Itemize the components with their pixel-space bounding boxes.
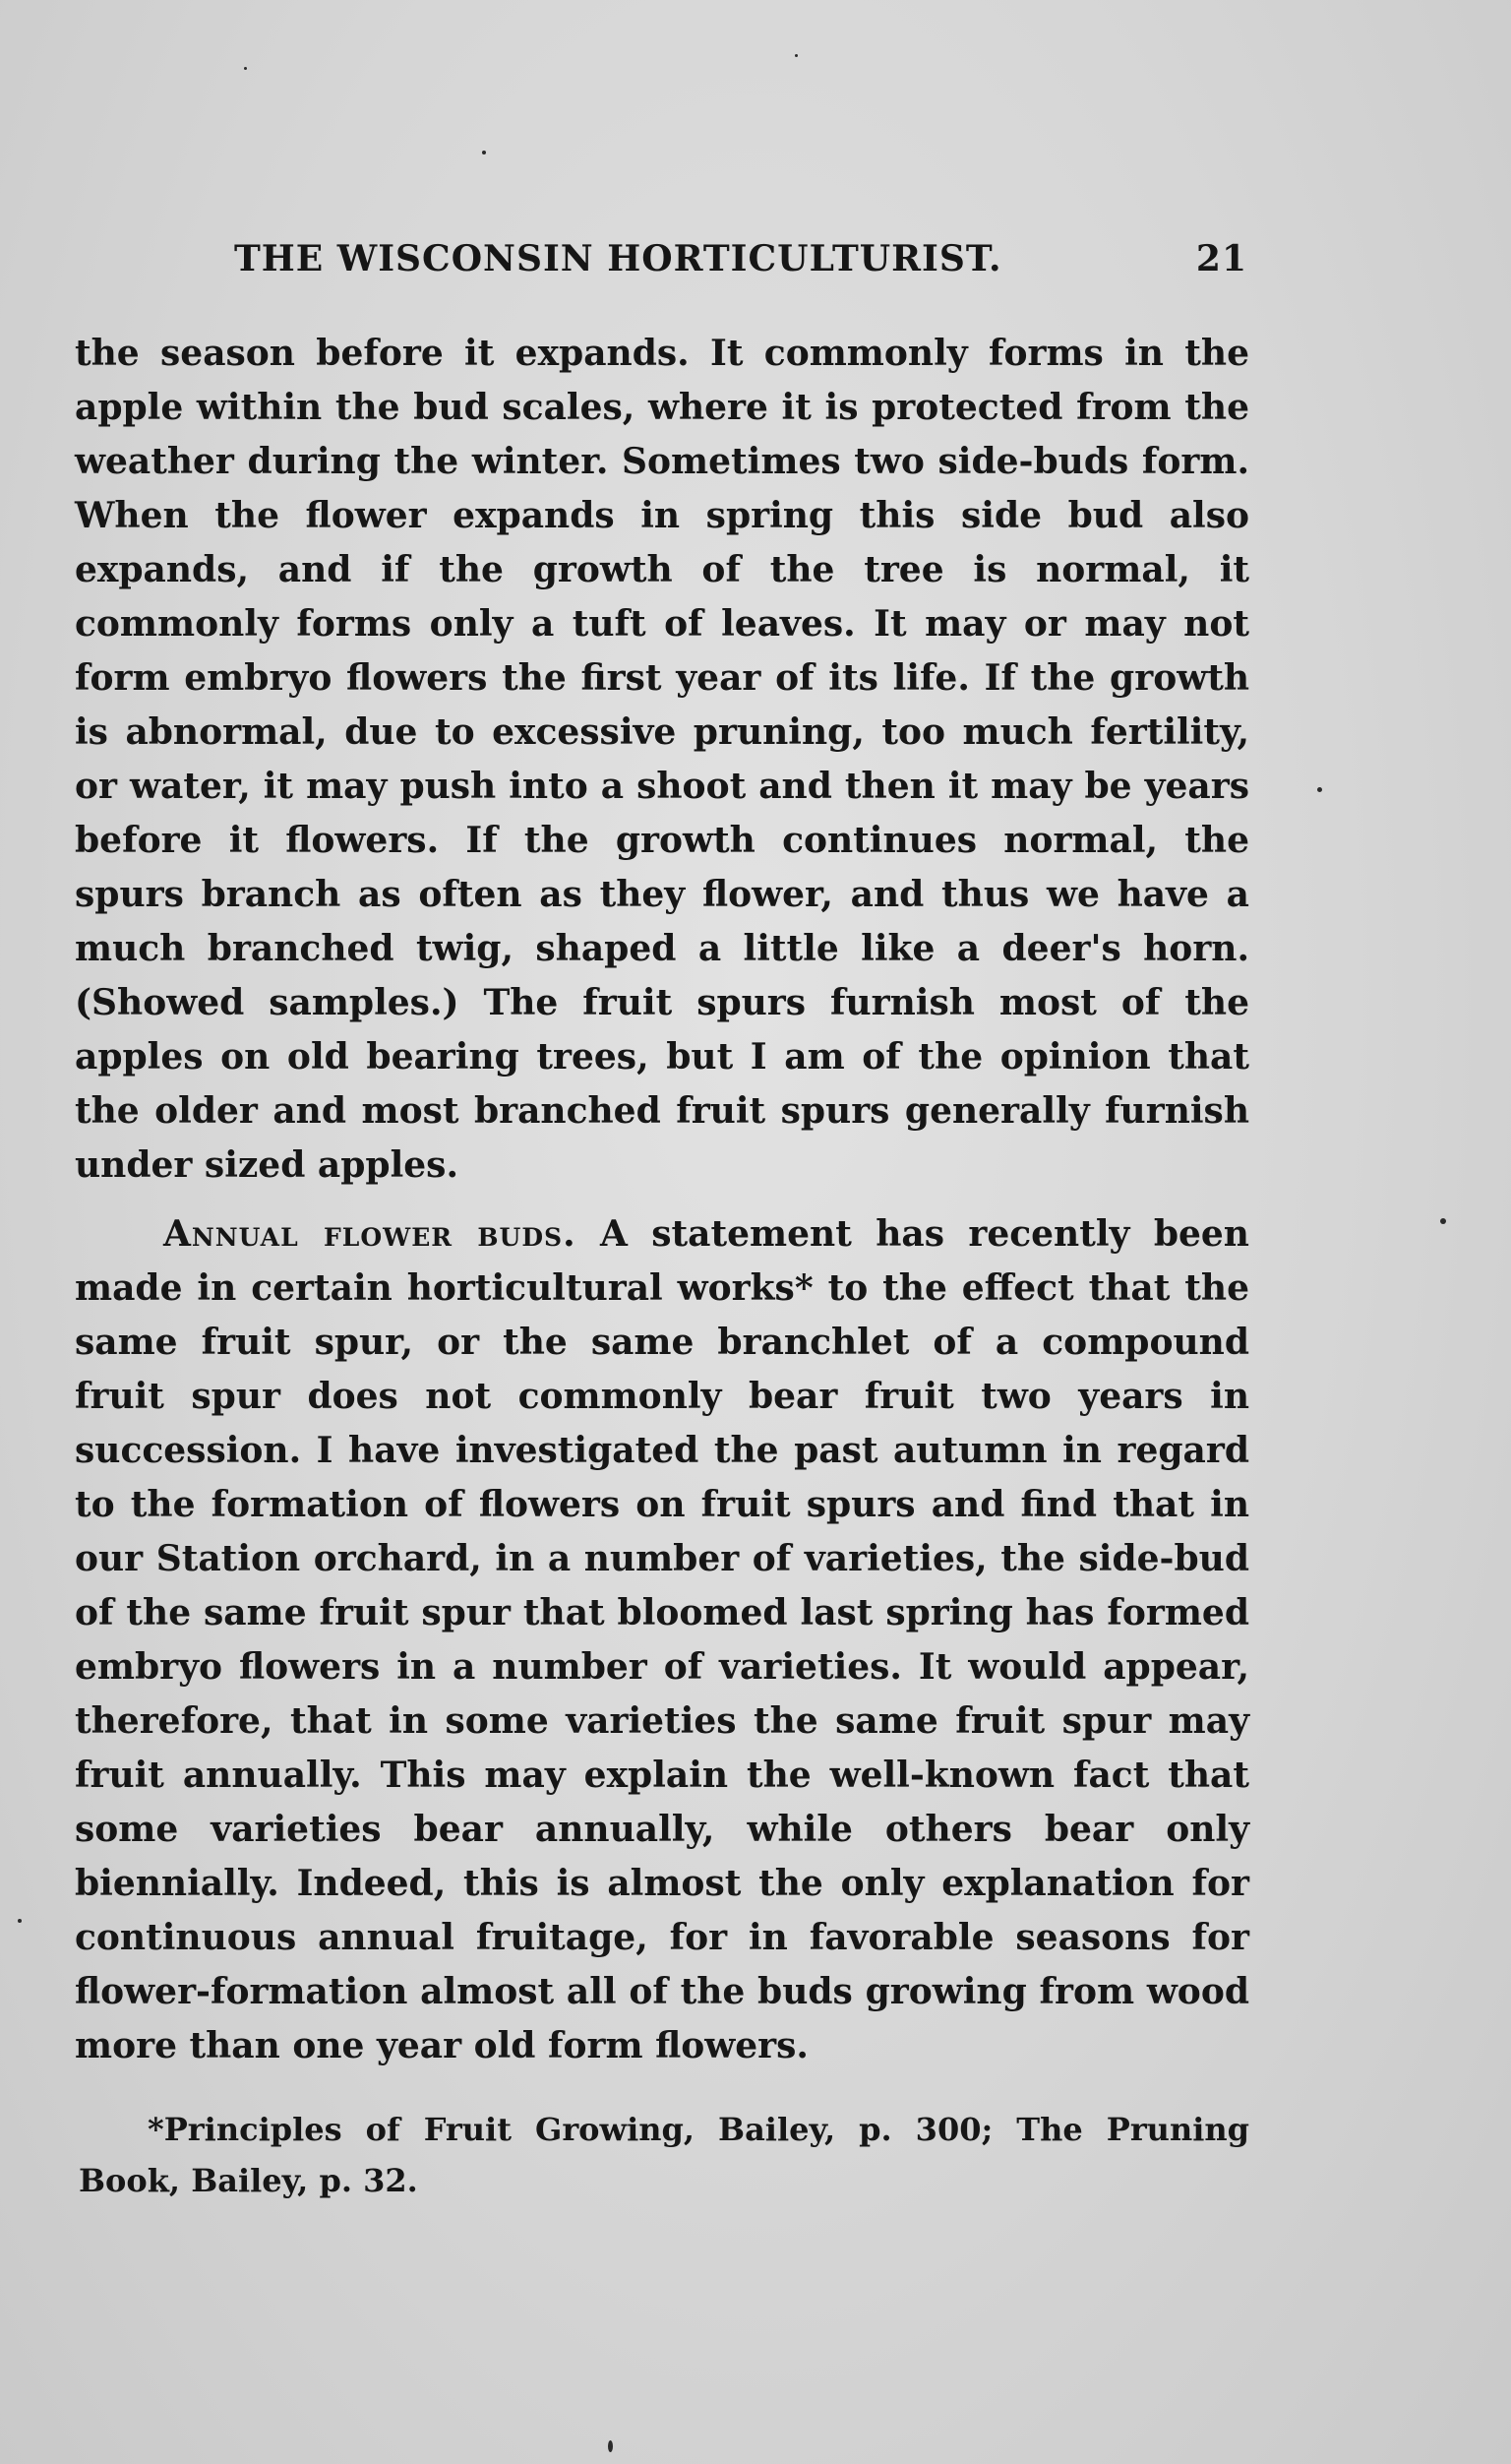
body-text — [75, 327, 1249, 2073]
header-title: THE WISCONSIN HORTICULTURIST. — [234, 238, 1002, 279]
scan-speck — [1317, 787, 1322, 792]
running-header — [234, 238, 1247, 297]
scan-speck — [608, 2440, 613, 2452]
scan-speck — [1440, 1218, 1446, 1224]
paragraph-2 — [75, 1207, 1249, 2073]
paragraph-1: the season before it expands. It commonly forms in the apple within the bud scales, where it is protected from the weather during the winter. Sometimes two side-buds form. When the flower expands in spring this side bud also expands, and if the growth of the tree is normal, it commonly forms only a tuft of leaves. It may or may not form embryo flowers the first year of its life. If the growth is abnormal, due to excessive pruning, too much fertility, or water, it may push into a shoot and then it may be years before it flowers. If the growth continues normal, the spurs branch as often as they flower, and thus we have a much branched twig, shaped a little like a deer's horn. (Showed samples.) The fruit spurs furnish most of the apples on old bearing trees, but I am of the opinion that the older and most branched fruit spurs generally furnish under sized apples. — [75, 333, 1249, 1186]
section-heading: Annual flower buds. — [163, 1213, 576, 1255]
page-number: 21 — [1195, 238, 1247, 279]
scan-speck — [795, 54, 798, 57]
scan-speck — [244, 67, 247, 70]
scan-speck — [18, 1919, 22, 1923]
scan-speck — [482, 151, 486, 154]
paragraph-2-text: A statement has recently been made in certain horticultural works* to the effect that the same fruit spur, or the same branchlet of a compound fruit spur does not commonly bear fruit two years in succession. I have investigated the past autumn in regard to the formation of flowers on fruit spurs and find that in our Station orchard, in a number of varieties, the side-bud of the same fruit spur that bloomed last spring has formed embryo flowers in a number of varieties. It would appear, therefore, that in some varieties the same fruit spur may fruit annually. This may explain the well-known fact that some varieties bear annually, while others bear only biennially. Indeed, this is almost the only explanation for continuous annual fruitage, for in favorable seasons for flower-formation almost all of the buds growing from wood more than one year old form flowers. — [75, 1213, 1249, 2066]
footnote: *Principles of Fruit Growing, Bailey, p. 300; The Pruning Book, Bailey, p. 32. — [79, 2111, 1249, 2199]
